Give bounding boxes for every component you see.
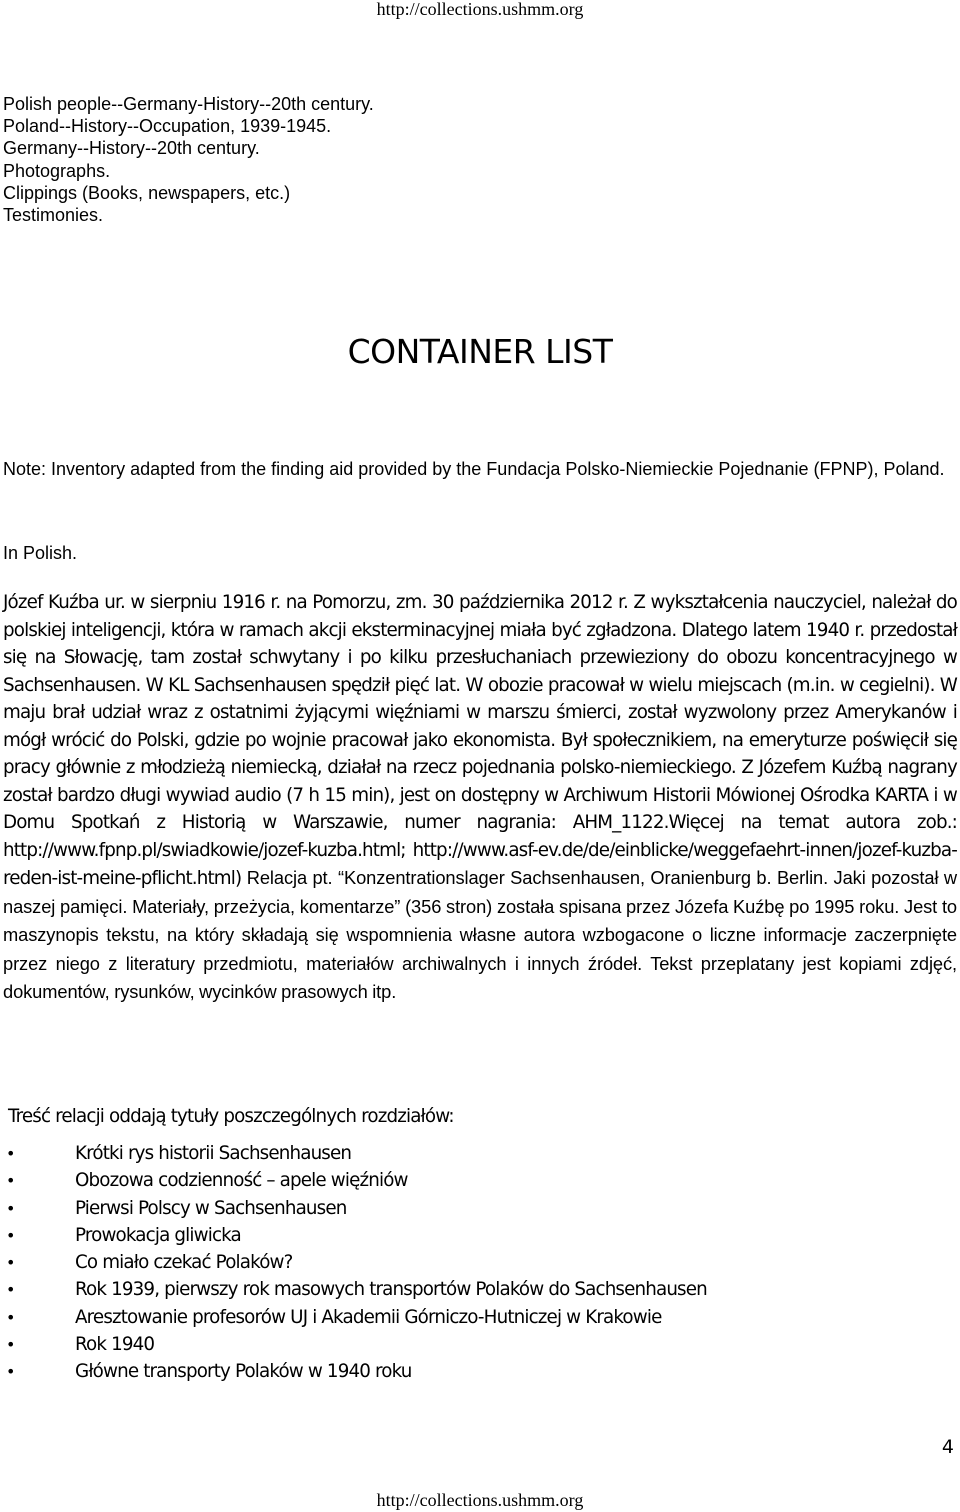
subject-heading-line: Poland--History--Occupation, 1939-1945. — [3, 116, 332, 137]
chapter-title: Rok 1940 — [75, 1334, 155, 1356]
chapter-title: Obozowa codzienność – apele więźniów — [75, 1170, 408, 1192]
biography-paragraph: Józef Kuźba ur. w sierpniu 1916 r. na Pomorzu, zm. 30 października 2012 r. Z wykształcenia nauczyciel, należał do polskiej inteligencji, która w ramach akcji eksterminacyjnej miała być zgładzona. Dlatego latem 1940 r. przedostał się na Słowację, tam został schwytany i po kilku przesłuchaniach przewieziony do obozu koncentracyjnego w Sachsenhausen. W KL Sachsenhausen spędził pięć lat. W obozie pracował w wielu miejscach (m.in. w cegielni). W maju brał udział wraz z ostatnimi żyjącymi więźniami w marszu śmierci, został wyzwolony przez Amerykanów i mógł wrócić do Polski, gdzie po wojnie pracował jako ekonomista. Był społecznikiem, na emeryturze poświęcił się pracy głównie z młodzieżą niemiecką, działał na rzecz pojednania polsko-niemieckiego. Z Józefem Kuźbą nagrany został bardzo długi wywiad audio (7 h 15 min), jest on dostępny w Archiwum Historii Mówionej Ośrodka KARTA i w Domu Spotkań z Historią w Warszawie, numer nagrania: AHM_1122.Więcej na temat autora zob.: http://www.fpnp.pl/swiadkowie/jozef-kuzba.html; http://www.asf-ev.de/de/einblicke/weggefaehrt-innen/jozef-kuzba-reden-ist-meine-pflicht.html) — [3, 592, 957, 889]
biography-paragraph-relation: Relacja pt. “Konzentrationslager Sachsenhausen, Oranienburg b. Berlin. Jaki pozostał w naszej pamięci. Materiały, przeżycia, komentarze” (356 stron) została spisana przez Józefa Kuźbę po 1995 roku. Jest to maszynopis tekstu, na który składają się wspomnienia własne autora wzbogacone o liczne informacje zaczerpnięte przez niego z literatury przedmiotu, materiałów archiwalnych i innych źródeł. Tekst przeplatany jest kopiami zdjęć, dokumentów, rysunków, wycinków prasowych itp. — [3, 867, 957, 1002]
bullet-icon: • — [6, 1198, 16, 1218]
note-text: : Inventory adapted from the finding aid provided by the Fundacja Polsko-Niemieckie Pojednanie (FPNP), Poland. — [41, 459, 945, 479]
chapter-title: Aresztowanie profesorów UJ i Akademii Górniczo-Hutniczej w Krakowie — [75, 1306, 662, 1328]
language-note: In Polish. — [3, 543, 78, 563]
bullet-icon: • — [6, 1307, 16, 1327]
subject-heading-line: Polish people--Germany-History--20th century. — [3, 94, 374, 114]
chapter-title: Główne transporty Polaków w 1940 roku — [75, 1361, 412, 1383]
header-watermark-url: http://collections.ushmm.org — [376, 0, 584, 19]
subject-heading-line: Germany--History--20th century. — [3, 138, 260, 159]
bullet-icon: • — [6, 1225, 16, 1245]
page-number: 4 — [941, 1436, 954, 1458]
subject-heading-line: Clippings (Books, newspapers, etc.) — [3, 182, 291, 203]
bullet-icon: • — [6, 1253, 16, 1273]
subject-heading-line: Photographs. — [3, 160, 111, 181]
chapter-title: Pierwsi Polscy w Sachsenhausen — [75, 1197, 347, 1219]
section-title: CONTAINER LIST — [347, 332, 613, 371]
chapter-title: Prowokacja gliwicka — [75, 1224, 241, 1246]
subject-headings — [3, 93, 953, 226]
bullet-icon: • — [6, 1171, 16, 1191]
chapter-list-intro: Treść relacji oddają tytuły poszczególnych rozdziałów: — [8, 1106, 454, 1127]
bullet-icon: • — [6, 1335, 16, 1355]
subject-heading-line: Testimonies. — [3, 205, 104, 226]
bullet-icon: • — [6, 1362, 16, 1382]
footer-watermark-url: http://collections.ushmm.org — [376, 1490, 584, 1510]
bullet-icon: • — [6, 1144, 16, 1163]
note-label: Note — [3, 459, 42, 479]
chapter-title: Krótki rys historii Sachsenhausen — [75, 1143, 352, 1164]
biography-text — [3, 589, 957, 1007]
bullet-icon: • — [6, 1280, 16, 1300]
chapter-title: Co miało czekać Polaków? — [75, 1252, 293, 1274]
inventory-note — [3, 456, 955, 484]
chapter-title: Rok 1939, pierwszy rok masowych transportów Polaków do Sachsenhausen — [75, 1279, 707, 1301]
